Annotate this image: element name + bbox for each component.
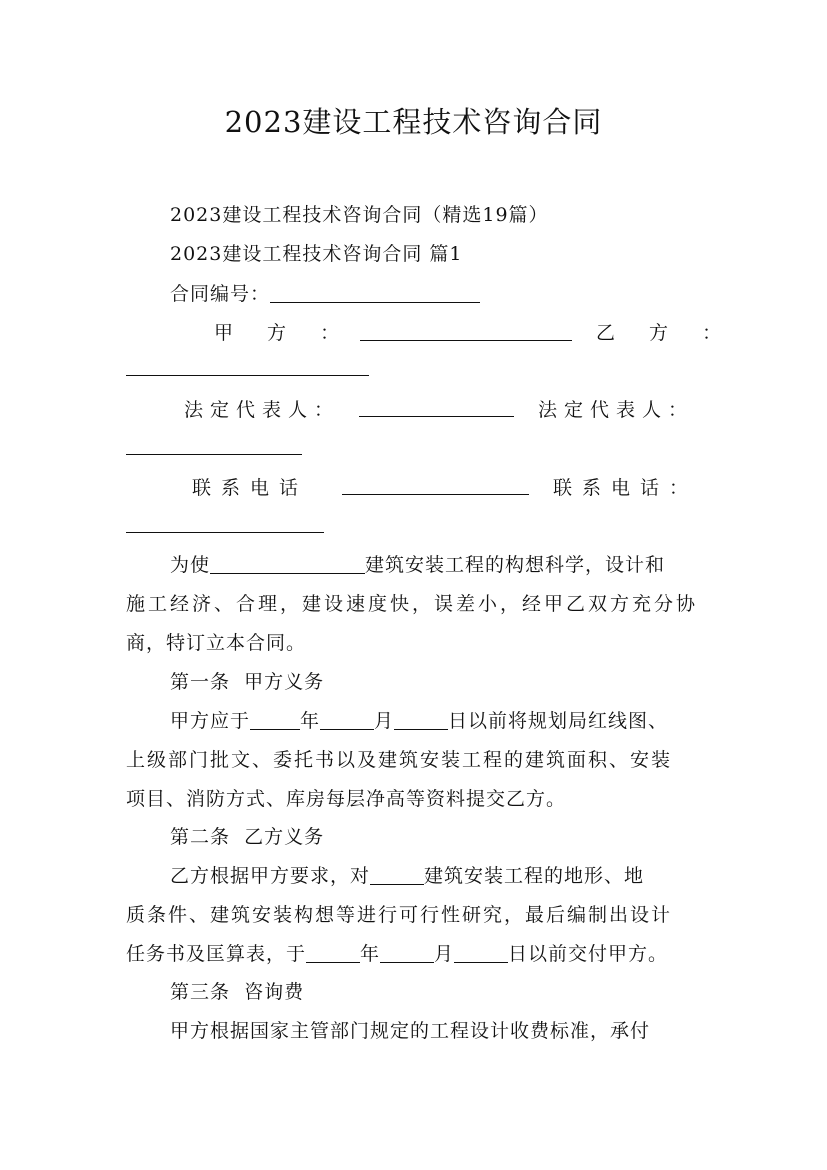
month-blank [380, 942, 434, 963]
rep-a-label: 法定代表人： [184, 399, 341, 421]
intro-line-3: 商，特订立本合同。 [126, 632, 307, 654]
article-2-line-2: 质条件、建筑安装构想等进行可行性研究，最后编制出设计 [126, 904, 673, 926]
article-text: 建筑安装工程的地形、地 [424, 865, 645, 887]
contract-number-row [170, 279, 480, 306]
phone-a-blank [342, 474, 529, 495]
intro-line-2: 施工经济、合理，建设速度快，误差小，经甲乙双方充分协 [126, 593, 699, 615]
article-text: 甲方应于 [170, 710, 251, 732]
article-2-heading: 第二条 乙方义务 [170, 826, 325, 848]
party-b-label: 乙 方 ： [596, 322, 736, 344]
article-text: 年 [360, 943, 381, 965]
subtitle-selected: 2023建设工程技术咨询合同（精选19篇） [170, 204, 549, 226]
rep-a-blank [359, 396, 514, 417]
phone-b-label: 联系电话： [553, 477, 699, 499]
intro-blank [210, 553, 365, 574]
article-text: 月 [434, 943, 455, 965]
article-text: 日以前将规划局红线图、 [448, 710, 669, 732]
subtitle-part: 2023建设工程技术咨询合同 篇1 [170, 243, 463, 265]
day-blank [394, 709, 448, 730]
year-blank [306, 942, 360, 963]
day-blank [454, 942, 508, 963]
article-text: 乙方根据甲方要求，对 [170, 865, 371, 887]
phone-a-label: 联系电话 [192, 477, 309, 499]
intro-line-1 [170, 550, 665, 577]
intro-text: 建筑安装工程的构想科学，设计和 [365, 554, 666, 576]
article-3-heading: 第三条 咨询费 [170, 981, 305, 1003]
party-a-blank [360, 320, 572, 341]
article-3-line-1: 甲方根据国家主管部门规定的工程设计收费标准，承付 [170, 1020, 651, 1042]
article-2-line-1 [170, 861, 644, 888]
phone-b-blank [126, 512, 324, 533]
rep-b-blank [126, 434, 302, 455]
rep-b-label: 法定代表人： [538, 399, 695, 421]
article-text: 日以前交付甲方。 [508, 943, 669, 965]
party-a-label: 甲 方 ： [214, 322, 354, 344]
intro-text: 为使 [170, 554, 211, 576]
article-text: 月 [374, 710, 395, 732]
article-text: 年 [300, 710, 321, 732]
party-b-blank [126, 355, 369, 376]
article-1-line-3: 项目、消防方式、库房每层净高等资料提交乙方。 [126, 788, 567, 810]
month-blank [320, 709, 374, 730]
document-title: 2023建设工程技术咨询合同 [224, 105, 603, 139]
year-blank [250, 709, 300, 730]
project-blank [370, 864, 424, 885]
article-2-line-3 [126, 939, 668, 966]
contract-number-blank [270, 282, 480, 303]
article-1-heading: 第一条 甲方义务 [170, 671, 325, 693]
article-text: 任务书及匡算表，于 [126, 943, 307, 965]
contract-number-label: 合同编号： [170, 283, 271, 305]
article-1-line-1 [170, 706, 668, 733]
article-1-line-2: 上级部门批文、委托书以及建筑安装工程的建筑面积、安装 [126, 749, 673, 771]
